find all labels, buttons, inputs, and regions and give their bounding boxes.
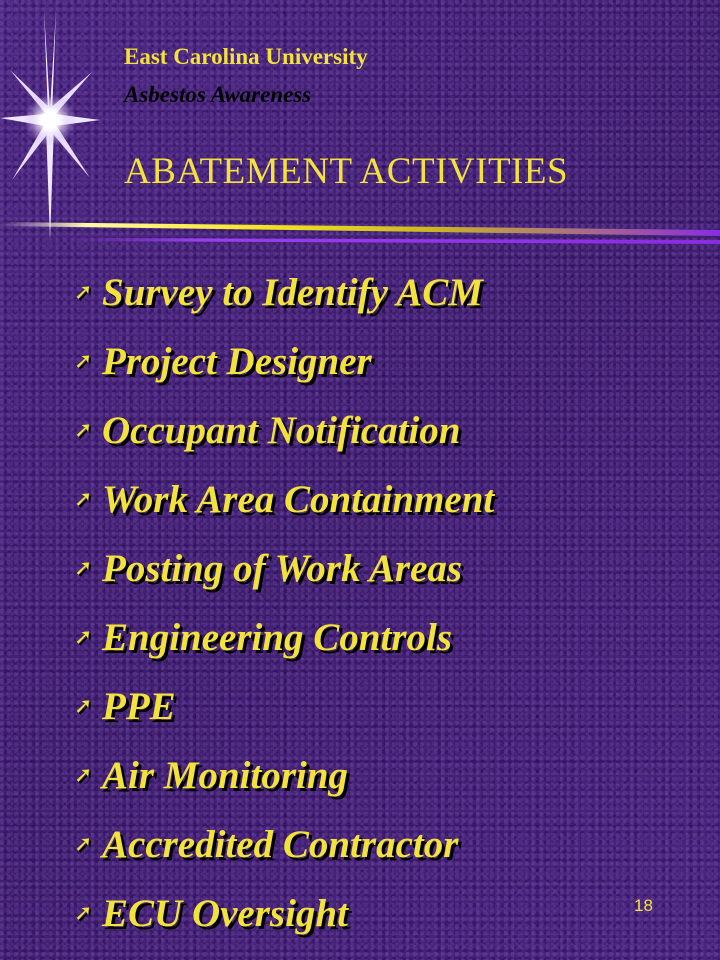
list-item: ➚ Project Designer [74, 340, 372, 383]
list-item: ➚ Engineering Controls [74, 616, 453, 659]
list-item: ➚ ECU Oversight [74, 892, 348, 935]
arrow-up-right-icon: ➚ [74, 280, 93, 305]
list-item: ➚ Occupant Notification [74, 409, 461, 452]
arrow-up-right-icon: ➚ [74, 487, 93, 512]
arrow-up-right-icon: ➚ [74, 625, 93, 650]
starburst-logo-icon [0, 10, 100, 240]
list-item: ➚ Accredited Contractor [74, 823, 459, 866]
list-item: ➚ PPE [74, 685, 176, 728]
institution-name: East Carolina University [124, 44, 368, 69]
arrow-up-right-icon: ➚ [74, 832, 93, 857]
list-item: ➚ Work Area Containment [74, 478, 495, 521]
list-item: ➚ Survey to Identify ACM [74, 271, 483, 314]
list-item: ➚ Posting of Work Areas [74, 547, 463, 590]
course-name: Asbestos Awareness [124, 82, 312, 107]
arrow-up-right-icon: ➚ [74, 349, 93, 374]
arrow-up-right-icon: ➚ [74, 556, 93, 581]
title-divider [0, 212, 720, 252]
slide-number: 18 [634, 896, 653, 915]
arrow-up-right-icon: ➚ [74, 694, 93, 719]
arrow-up-right-icon: ➚ [74, 763, 93, 788]
arrow-up-right-icon: ➚ [74, 901, 93, 926]
arrow-up-right-icon: ➚ [74, 418, 93, 443]
list-item: ➚ Air Monitoring [74, 754, 349, 797]
activity-list [74, 258, 494, 948]
slide-title: ABATEMENT ACTIVITIES [124, 151, 569, 192]
